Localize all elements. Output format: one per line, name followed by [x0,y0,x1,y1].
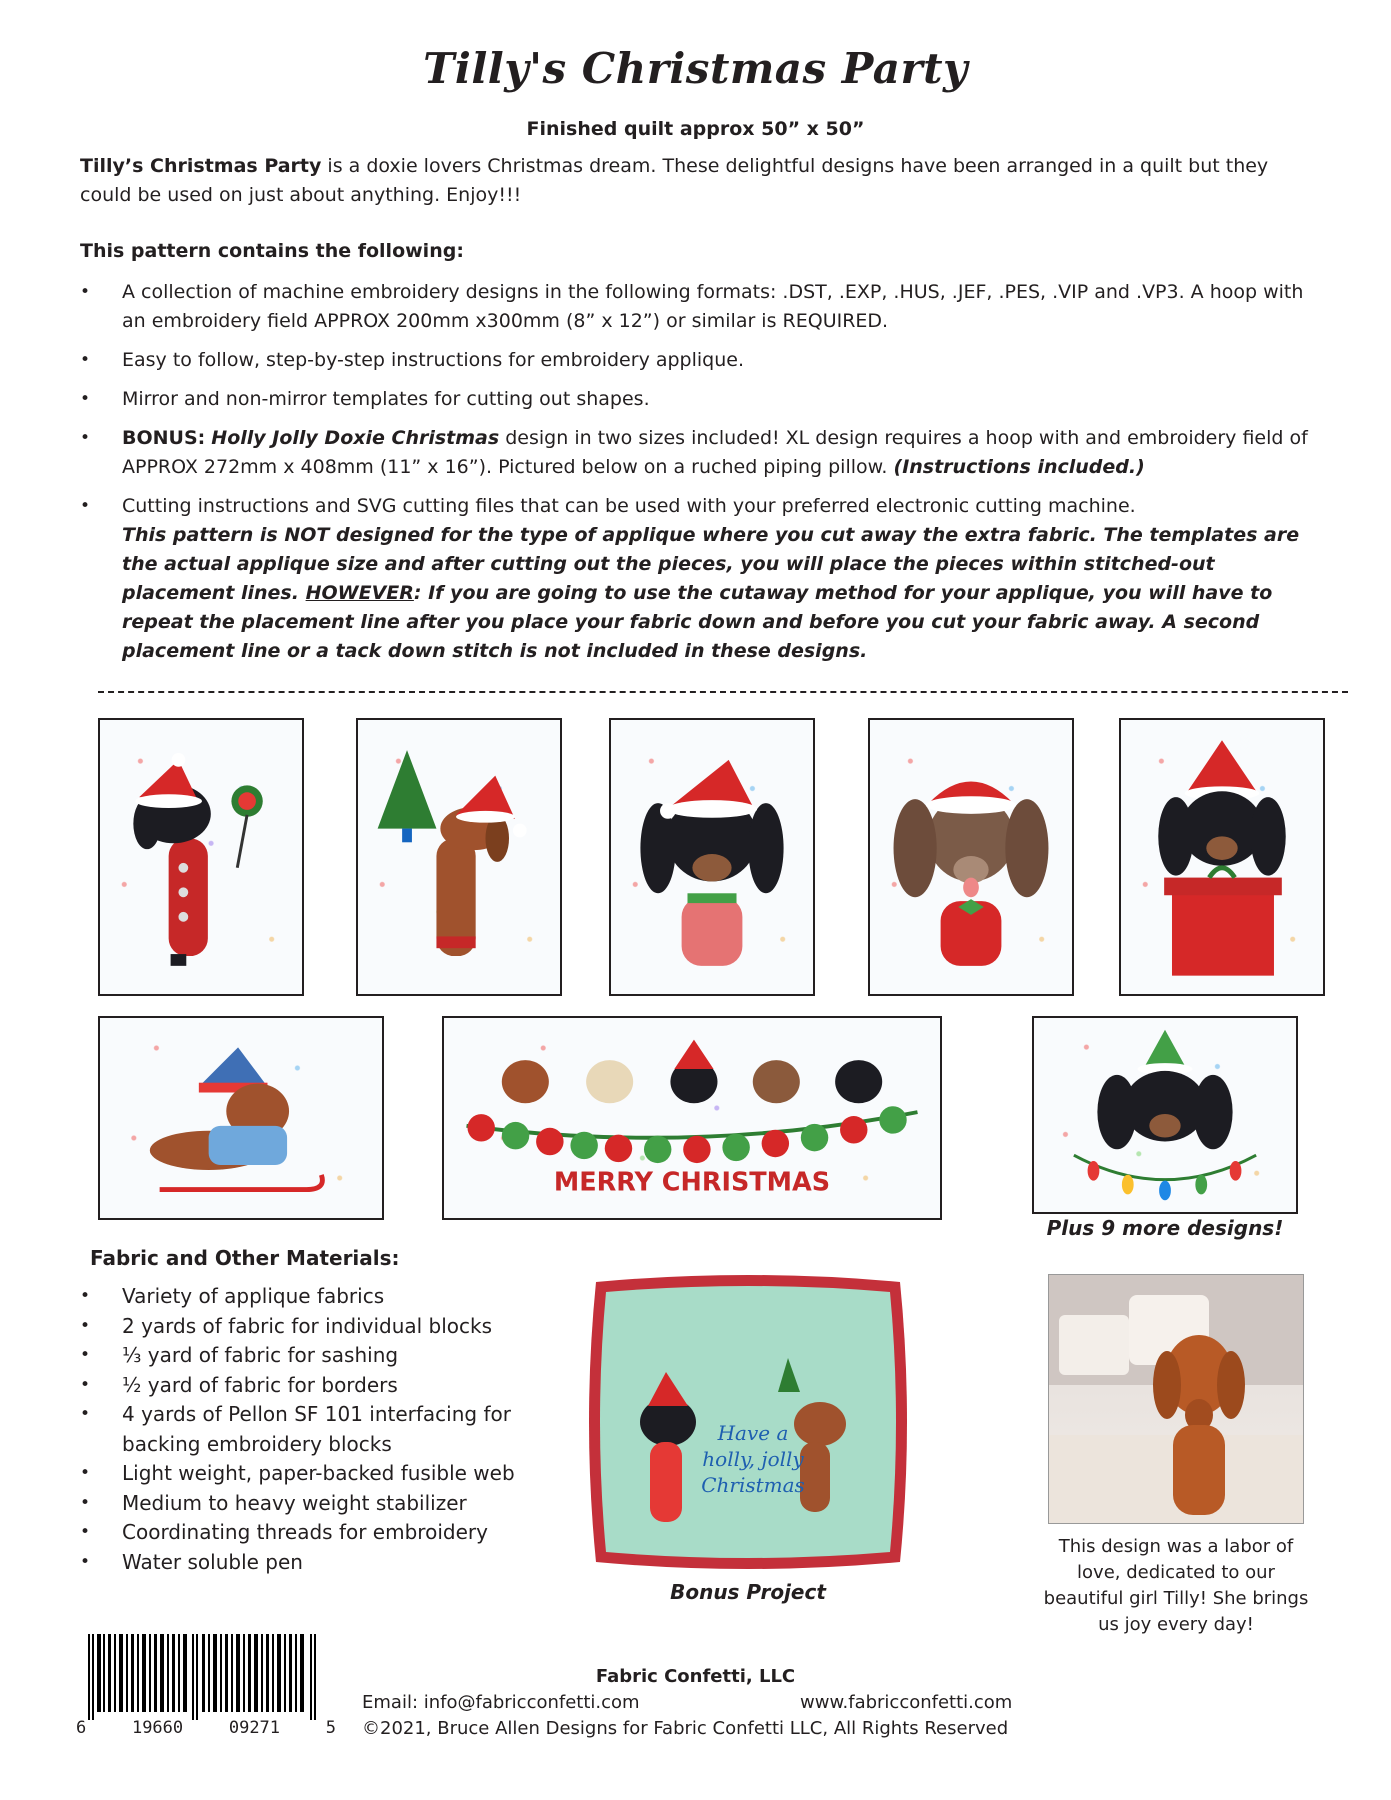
intro-bold: Tilly’s Christmas Party [80,155,322,177]
list-item: • BONUS: Holly Jolly Doxie Christmas design in two sizes included! XL design requires a hoop with and embroidery field of APPROX 272mm x 408mm (11” x 16”). Pictured below on a ruched piping pillow. (Instructions included.) [80,424,1320,482]
list-item: • Light weight, paper-backed fusible web [80,1459,580,1489]
doxie-santa-hat-illustration [611,720,813,994]
list-item: • Variety of applique fabrics [80,1282,580,1312]
materials-heading: Fabric and Other Materials: [90,1246,400,1270]
doxie-christmas-lights-illustration [1034,1018,1296,1212]
copyright-notice: ©2021, Bruce Allen Designs for Fabric Confetti LLC, All Rights Reserved [362,1718,1009,1739]
design-block-tree-doxie [356,718,562,996]
quilt-size: Finished quilt approx 50” x 50” [526,118,865,140]
list-item: • A collection of machine embroidery designs in the following formats: .DST, .EXP, .HUS, .JEF, .PES, .VIP and .VP3. A hoop with an embroidery field APPROX 200mm x300mm (8” x 12”) or similar is REQUIRED. [80,278,1320,336]
design-block-lights-doxie [1032,1016,1298,1214]
contact-email[interactable]: Email: info@fabricconfetti.com [362,1692,640,1713]
pillow-text-line1: Have a [717,1421,789,1445]
merry-christmas-banner-illustration [444,1018,940,1218]
company-name: Fabric Confetti, LLC [595,1666,796,1687]
doxie-tree-illustration [358,720,560,994]
list-item: • Medium to heavy weight stabilizer [80,1489,580,1519]
pillow-text-line3: Christmas [701,1473,805,1497]
doxie-pinwheel-illustration [100,720,302,994]
dashed-divider [98,691,1348,693]
tilly-photo [1048,1274,1304,1524]
list-item: • Easy to follow, step-by-step instructions for embroidery applique. [80,346,1320,375]
intro-text: is a doxie lovers Christmas dream. These delightful designs have been arranged in a quilt but they could be used on just about anything. Enjoy!!! [80,155,1269,206]
barcode-digits: 6 19660 09271 5 [76,1718,336,1738]
page-title: Tilly's Christmas Party [423,44,968,93]
pillow-text-line2: holly, jolly [702,1447,804,1471]
intro-paragraph [80,152,1300,210]
materials-list [80,1282,580,1577]
plus-more-designs: Plus 9 more designs! [1046,1216,1284,1240]
contents-list [80,278,1320,676]
list-item: • 4 yards of Pellon SF 101 interfacing for backing embroidery blocks [80,1400,580,1459]
doxie-gift-box-illustration [1121,720,1323,994]
website-link[interactable]: www.fabricconfetti.com [800,1692,1013,1713]
doxie-brown-illustration [870,720,1072,994]
cutaway-note: This pattern is NOT designed for the type of applique where you cut away the extra fabric. The templates are the actual applique size and after cutting out the pieces, you will place the pieces within stitched-out placement lines. HOWEVER: If you are going to use the cutaway method for your applique, you will have to repeat the placement line after you place your fabric down and before you cut your fabric away. A second placement line or a tack down stitch is not included in these designs. [122,524,1300,662]
photo-caption: This design was a labor of love, dedicated to our beautiful girl Tilly! She brings us joy every day! [1043,1536,1309,1635]
bonus-pillow-image [588,1272,908,1572]
design-block-merry-christmas-banner [442,1016,942,1220]
list-item: • Mirror and non-mirror templates for cutting out shapes. [80,385,1320,414]
design-block-sled-doxie [98,1016,384,1220]
design-block-brown-doxie [868,718,1074,996]
doxie-sled-illustration [100,1018,382,1218]
bonus-tag: BONUS: [122,427,206,449]
contents-heading: This pattern contains the following: [80,240,464,262]
design-block-santa-doxie [609,718,815,996]
list-item: • Coordinating threads for embroidery [80,1518,580,1548]
list-item: • ½ yard of fabric for borders [80,1371,580,1401]
list-item: • 2 yards of fabric for individual blocks [80,1312,580,1342]
design-block-gift-box-doxie [1119,718,1325,996]
design-block-pinwheel-doxie [98,718,304,996]
list-item: • Cutting instructions and SVG cutting files that can be used with your preferred electronic cutting machine. This pattern is NOT designed for the type of applique where you cut away the extra fabric. The templates are the actual applique size and after cutting out the pieces, you will place the pieces within stitched-out placement lines. HOWEVER: If you are going to use the cutaway method for your applique, you will have to repeat the placement line after you place your fabric down and before you cut your fabric away. A second placement line or a tack down stitch is not included in these designs. [80,492,1320,666]
list-item: • Water soluble pen [80,1548,580,1578]
bonus-project-label: Bonus Project [670,1580,826,1604]
tilly-dog-illustration [1049,1275,1304,1524]
pillow-illustration [588,1272,908,1572]
list-item: • ⅓ yard of fabric for sashing [80,1341,580,1371]
banner-text: MERRY CHRISTMAS [553,1167,831,1198]
bonus-design-name: Holly Jolly Doxie Christmas [211,427,500,449]
